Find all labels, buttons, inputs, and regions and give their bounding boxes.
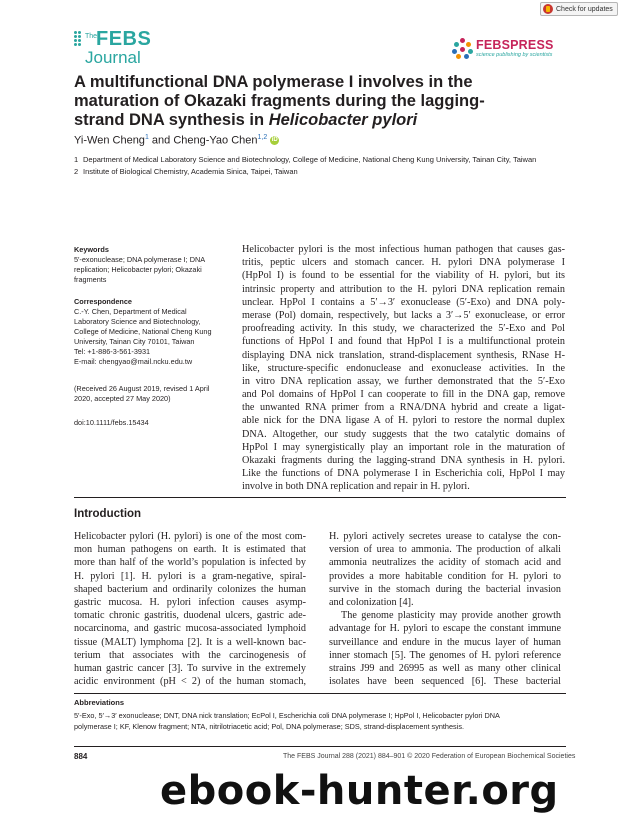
page-number: 884 <box>74 752 88 761</box>
body-line: and colonization [4]. <box>329 596 414 608</box>
body-line: nocarcinoma, and gastric mucosa-associated lymphoid <box>74 623 306 635</box>
correspondence-block: Correspondence C.-Y. Chen, Department of Medical Laboratory Science and Biotechnology, College of Medicine, National Cheng Kung University, Tainan City 70101, Taiwan Tel: +1-886-3-561-3931 E-mail: chengyao@mail.ncku.edu.tw <box>74 297 222 367</box>
section-divider <box>74 497 566 498</box>
abstract-line: Okazaki fragments during the lagging-strand DNA synthesis in H. pylori. <box>242 455 565 466</box>
intro-column-right <box>329 530 561 688</box>
abbreviations-text: 5′-Exo, 5′→3′ exonuclease; DNT, DNA nick translation; EcPol I, Escherichia coli DNA polymerase I; HpPol I, Helicobacter pylori DNA polymerase I; KF, Klenow fragment; NTA, nitrilotriacetic acid; Pol, DNA polymerase; SDS, strand-displacement synthesis. <box>74 711 500 731</box>
abstract-line: intrinsic property and attribution to the H. pylori DNA replication remain <box>242 283 565 295</box>
body-line: inner stomach [5]. The genomes of H. pylori reference <box>329 649 561 661</box>
abstract-line: (HpPol I) is found to be essential for the viability of H. pylori, but its <box>242 270 565 282</box>
article-title <box>74 73 554 130</box>
author-affil-sup[interactable]: 1 <box>144 134 149 141</box>
body-line: H. pylori actively secretes urease to catalyse the con- <box>329 531 561 542</box>
intro-column-left <box>74 530 306 688</box>
body-line: human gastric cancer [3]. To survive in the extremely <box>74 662 306 674</box>
email-link[interactable]: E-mail: chengyao@mail.ncku.edu.tw <box>74 357 193 366</box>
abstract-line: in vitro DNA replication assay, we further demonstrated that the 5′-Exo <box>242 375 565 387</box>
journal-febs: FEBS <box>96 28 152 50</box>
received-dates: (Received 26 August 2019, revised 1 April 2020, accepted 27 May 2020) <box>74 384 210 403</box>
journal-name: Journal <box>85 48 141 67</box>
body-line: acidic environment (pH < 2) of the human stomach, <box>74 676 306 688</box>
abstract-line: able nick for the DNA ligase A of H. pylori to restore the normal duplex <box>242 415 565 427</box>
abstract-line: involve in both DNA replication and repair in H. pylori. <box>242 481 470 493</box>
abstract-line: tritis, peptic ulcers and stomach cancer. H. pylori DNA polymerase I <box>242 257 565 269</box>
body-line: ammonia neutralizes the acidity of stomach acid and <box>329 557 561 569</box>
abstract-line: proofreading activity. In this study, we characterized the 5′-Exo and Pol <box>242 323 565 335</box>
body-line: provides a more habitable condition for H. pylori to <box>329 570 561 582</box>
introduction-heading: Introduction <box>74 508 142 520</box>
abstract-line: the unwanted RNA primer from a RNA/DNA hybrid and create a ligat- <box>242 402 565 414</box>
body-line: survive in the stomach during the bacterial invasion <box>329 583 561 595</box>
abstract-line: DNA. Altogether, our study suggests that the two catalytic domains of <box>242 428 565 440</box>
title-line: strand DNA synthesis in Helicobacter pylori <box>74 111 418 129</box>
body-line: The genome plasticity may provide another growth <box>341 610 561 622</box>
abstract-line: Helicobacter pylori is the most infectious human pathogen that causes gas- <box>242 244 565 255</box>
abbreviations-divider <box>74 693 566 694</box>
febs-press-tagline: science publishing by scientists <box>476 52 553 58</box>
abstract-line: unclear. HpPol I contains a 5′→3′ exonuclease (5′-Exo) and DNA poly- <box>242 296 565 308</box>
body-line: more than half of the world’s population is infected by <box>74 557 306 569</box>
body-line: advantage for H. pylori to escape the constant immune <box>329 623 561 635</box>
febs-press-name: FEBSPRESS <box>476 38 554 52</box>
body-line: mon human pathogens on earth. It is estimated that <box>74 544 306 556</box>
author-name[interactable]: Yi-Wen Cheng <box>74 134 145 147</box>
abbreviations-heading: Abbreviations <box>74 698 125 707</box>
footer-divider <box>74 746 566 747</box>
orcid-icon[interactable]: iD <box>271 137 278 144</box>
abstract-line: merase (Pol) domain, respectively, but lacks a 3′→5′ exonuclease, or error <box>242 309 565 321</box>
body-line: tomatic chronic gastritis, duodenal ulcers, gastric ade- <box>74 610 306 622</box>
keywords-block: Keywords 5′-exonuclease; DNA polymerase I; DNA replication; Helicobacter pylori; Okazaki fragments <box>74 245 222 285</box>
watermark: ebook-hunter.org <box>160 768 559 814</box>
body-line: shaped bacterium and ordinarily colonizes the human <box>74 583 306 595</box>
title-line: maturation of Okazaki fragments during the lagging- <box>74 92 485 110</box>
abstract-line: functions of HpPol I and found that HpPol I is a multifunctional protein <box>242 336 565 348</box>
abstract <box>242 243 565 494</box>
abstract-line: and Pol domains of HpPol I can cooperate to fill in the DNA gap, remove <box>242 389 565 401</box>
title-line: A multifunctional DNA polymerase I involves in the <box>74 73 473 91</box>
crossmark-icon <box>543 4 553 14</box>
body-line: surveillance and endure in the mucus layer of human <box>329 636 561 648</box>
body-line: version of urea to ammonia. The production of alkali <box>329 544 561 556</box>
journal-the: The <box>85 33 98 40</box>
abstract-line: HpPol I may synergistically play an important role in the maturation of <box>242 441 565 453</box>
affiliation-1: 1 Department of Medical Laboratory Science and Biotechnology, College of Medicine, National Cheng Kung University, Tainan City, Taiwan <box>74 155 537 164</box>
body-line: terium that associates with the carcinogenesis of <box>74 649 306 661</box>
body-line: gastric mucosa. H. pylori infection causes asymp- <box>74 596 306 608</box>
body-line: isolates have been sequenced [6]. These bacterial <box>329 676 561 688</box>
body-line: H. pylori [1]. H. pylori is a gram-negative, spiral- <box>74 570 306 582</box>
doi-link[interactable]: doi:10.1111/febs.15434 <box>74 418 149 427</box>
febs-press-logo <box>452 36 567 64</box>
keywords-heading: Keywords <box>74 245 109 254</box>
body-line: strains J99 and 26995 as well as many other clinical <box>329 662 561 674</box>
abstract-line: displaying DNA nick translation, strand-displacement synthesis, RNase H- <box>242 349 565 361</box>
body-line: Helicobacter pylori (H. pylori) is one of the most com- <box>74 531 306 542</box>
febs-press-dots-icon <box>452 38 474 60</box>
footer-citation: The FEBS Journal 288 (2021) 884–901 © 2020 Federation of European Biochemical Societies <box>283 753 576 760</box>
title-species: Helicobacter pylori <box>268 111 418 129</box>
febs-journal-logo <box>74 28 164 70</box>
abstract-line: like, structure-specific endonuclease and exonuclease activities. In the <box>242 362 565 374</box>
author-affil-sup[interactable]: 1,2 <box>257 134 268 141</box>
authors: Yi-Wen Cheng$^1$ and Cheng-Yao Chen$^{1,2}$ iD <box>74 134 278 147</box>
author-name[interactable]: Cheng-Yao Chen <box>173 134 258 147</box>
check-for-updates-button[interactable] <box>540 2 618 16</box>
body-line: tissue (MALT) lymphoma [2]. It is a well-known bac- <box>74 636 306 648</box>
affiliation-2: 2 Institute of Biological Chemistry, Academia Sinica, Taipei, Taiwan <box>74 167 298 176</box>
check-updates-label: Check for updates <box>556 5 613 13</box>
correspondence-heading: Correspondence <box>74 297 132 306</box>
abstract-line: Like the functions of DNA polymerase I in Escherichia coli, HpPol I may <box>242 468 565 480</box>
journal-dots-icon <box>74 31 82 49</box>
